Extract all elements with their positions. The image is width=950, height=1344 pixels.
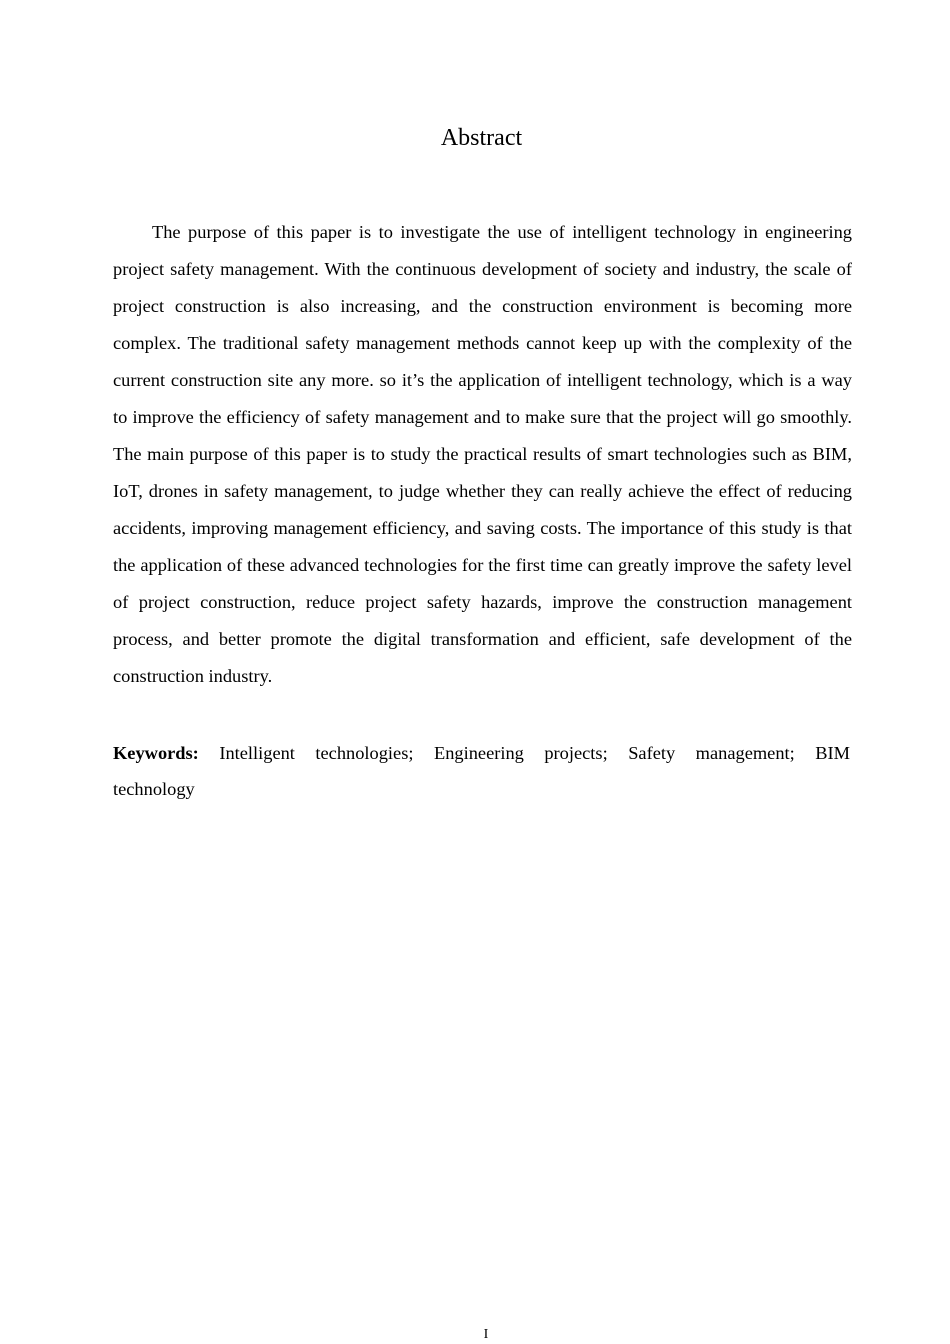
keywords-paragraph <box>113 735 850 807</box>
keywords-list: Intelligent technologies; Engineering projects; Safety management; BIM technology <box>113 743 850 799</box>
abstract-paragraph: The purpose of this paper is to investigate the use of intelligent technology in engineering project safety management. With the continuous development of society and industry, the scale of project construction is also increasing, and the construction environment is becoming more complex. The traditional safety management methods cannot keep up with the complexity of the current construction site any more. so it’s the application of intelligent technology, which is a way to improve the efficiency of safety management and to make sure that the project will go smoothly. The main purpose of this paper is to study the practical results of smart technologies such as BIM, IoT, drones in safety management, to judge whether they can really achieve the effect of reducing accidents, improving management efficiency, and saving costs. The importance of this study is that the application of these advanced technologies for the first time can greatly improve the safety level of project construction, reduce project safety hazards, improve the construction management process, and better promote the digital transformation and efficient, safe development of the construction industry. <box>113 222 852 686</box>
keywords-label: Keywords: <box>113 743 199 763</box>
page-title: Abstract <box>440 125 523 151</box>
page-number: I <box>483 1327 489 1342</box>
